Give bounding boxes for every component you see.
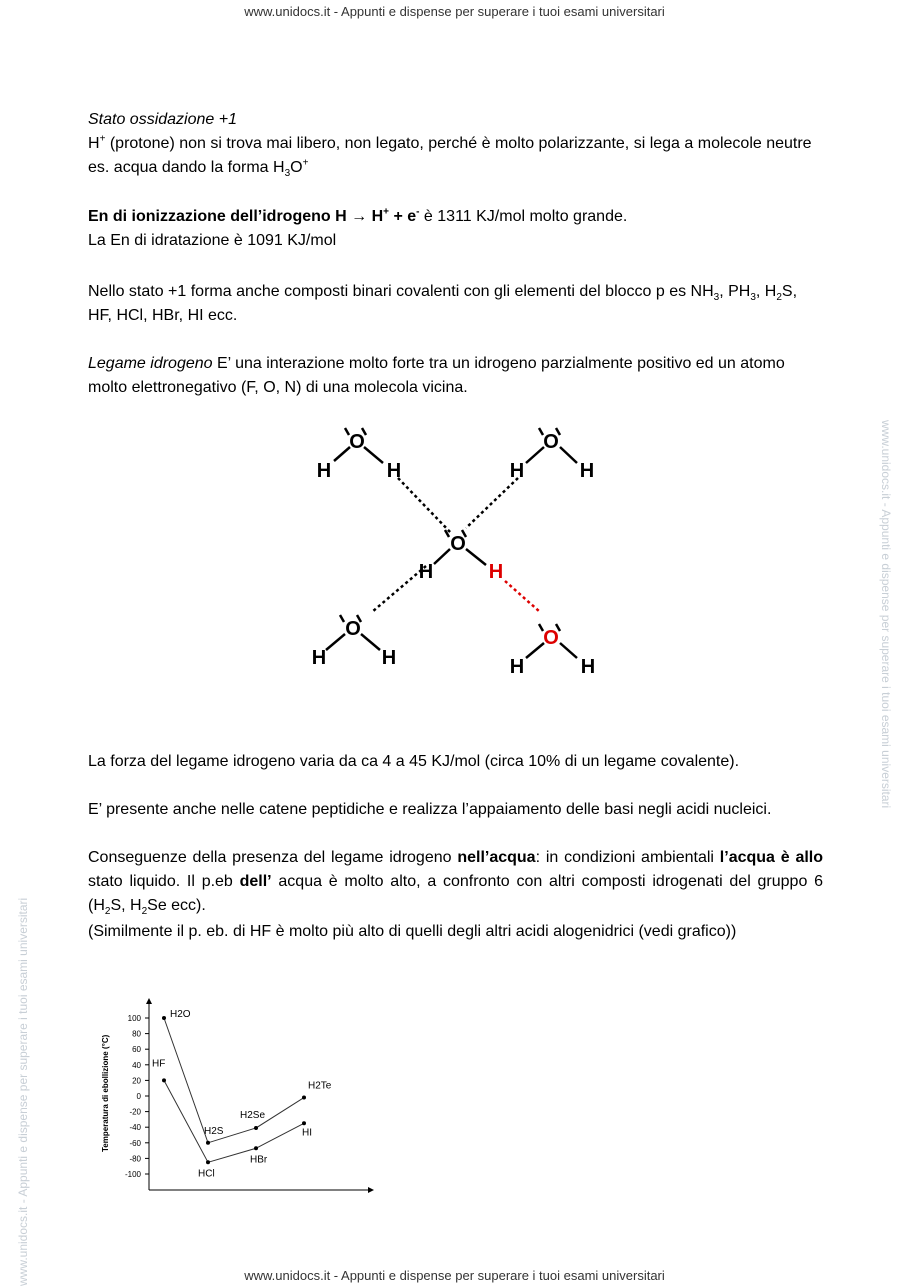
chart-ylabel: Temperatura di ebollizione (°C) xyxy=(101,1034,110,1152)
atom-o: O xyxy=(349,431,365,453)
data-label: H2S xyxy=(204,1125,224,1137)
data-point xyxy=(254,1146,258,1150)
ionization-line: En di ionizzazione dell’idrogeno H → H+ + e- è 1311 KJ/mol molto grande. xyxy=(88,206,628,225)
atom-o-highlight: O xyxy=(543,627,559,649)
atom-h: H xyxy=(386,460,402,482)
watermark-top: www.unidocs.it - Appunti e dispense per superare i tuoi esami universitari xyxy=(244,4,665,19)
y-tick-label: 20 xyxy=(132,1076,141,1086)
data-point xyxy=(162,1078,166,1082)
atom-h-highlight: H xyxy=(488,561,504,583)
atom-h: H xyxy=(311,647,327,669)
y-tick-label: 0 xyxy=(136,1092,141,1101)
data-label: HF xyxy=(152,1058,166,1070)
data-label: HI xyxy=(302,1127,312,1139)
atom-h: H xyxy=(316,460,332,482)
watermark-left: www.unidocs.it - Appunti e dispense per superare i tuoi esami universitari xyxy=(16,897,30,1286)
hbond-paragraph: Legame idrogeno E’ una interazione molto forte tra un idrogeno parzialmente positivo ed un atomo molto elettronegativo (F, O, N) di una molecola vicina. xyxy=(88,355,785,396)
atom-h: H xyxy=(418,561,434,583)
data-point xyxy=(206,1160,210,1164)
atom-o: O xyxy=(450,533,466,555)
proton-paragraph: H+ (protone) non si trova mai libero, non legato, perché è molto polarizzante, si lega a molecole neutre es. acqua dando la forma $H_3O^+$ xyxy=(88,133,812,180)
atom-h: H xyxy=(579,460,595,482)
y-axis-arrow xyxy=(146,998,152,1004)
x-axis-arrow xyxy=(368,1187,374,1193)
y-tick-label: 40 xyxy=(132,1060,141,1070)
y-tick-label: -20 xyxy=(129,1107,141,1117)
consequences-paragraph: Conseguenze della presenza del legame idrogeno nell’acqua: in condizioni ambientali l’acqua è allo stato liquido. Il p.eb dell’ acqua è molto alto, a confronto con altri composti idrogenati del gruppo 6 ($H_2S$, $H_2Se$ ecc). xyxy=(88,849,824,918)
chart-marks xyxy=(152,1009,332,1179)
watermark-bottom: www.unidocs.it - Appunti e dispense per superare i tuoi esami universitari xyxy=(244,1268,665,1283)
y-tick-label: -100 xyxy=(124,1170,141,1179)
data-label: H2Te xyxy=(308,1080,332,1092)
series-line xyxy=(164,1080,304,1162)
peptide-paragraph: E’ presente anche nelle catene peptidiche e realizza l’appaiamento delle basi negli acidi nucleici. xyxy=(88,801,772,818)
y-tick-label: -40 xyxy=(129,1123,141,1133)
atom-h: H xyxy=(580,656,596,678)
data-point xyxy=(206,1141,210,1145)
data-point xyxy=(302,1096,306,1100)
y-tick-label: 80 xyxy=(132,1029,141,1039)
data-label: H2O xyxy=(170,1009,191,1020)
data-label: HCl xyxy=(198,1168,215,1180)
hf-paragraph: (Similmente il p. eb. di HF è molto più alto di quelli degli altri acidi alogenidrici (vedi grafico)) xyxy=(88,923,737,940)
series-line xyxy=(164,1018,304,1143)
watermark-right: www.unidocs.it - Appunti e dispense per superare i tuoi esami universitari xyxy=(879,420,893,809)
strength-paragraph: La forza del legame idrogeno varia da ca 4 a 45 KJ/mol (circa 10% di un legame covalente). xyxy=(88,753,740,770)
data-label: HBr xyxy=(250,1154,268,1166)
atom-h: H xyxy=(381,647,397,669)
y-tick-label: -60 xyxy=(129,1138,141,1148)
hydration-line: La En di idratazione è 1091 KJ/mol xyxy=(88,232,337,249)
data-point xyxy=(254,1126,258,1130)
data-label: H2Se xyxy=(240,1109,266,1121)
y-tick-label: -80 xyxy=(129,1154,141,1164)
data-point xyxy=(302,1121,306,1125)
hbond-title: Legame idrogeno xyxy=(88,355,213,372)
atom-o: O xyxy=(345,618,361,640)
y-tick-label: 60 xyxy=(132,1045,141,1055)
data-point xyxy=(162,1016,166,1020)
y-tick-label: 100 xyxy=(127,1014,141,1023)
atom-o: O xyxy=(543,431,559,453)
binary-paragraph: Nello stato +1 forma anche composti binari covalenti con gli elementi del blocco p es $NH_3$, $PH_3$, $H_2S$, HF, HCl, HBr, HI ecc. xyxy=(88,283,798,324)
atom-h: H xyxy=(509,460,525,482)
atom-h: H xyxy=(509,656,525,678)
ox-title: Stato ossidazione +1 xyxy=(88,111,237,128)
